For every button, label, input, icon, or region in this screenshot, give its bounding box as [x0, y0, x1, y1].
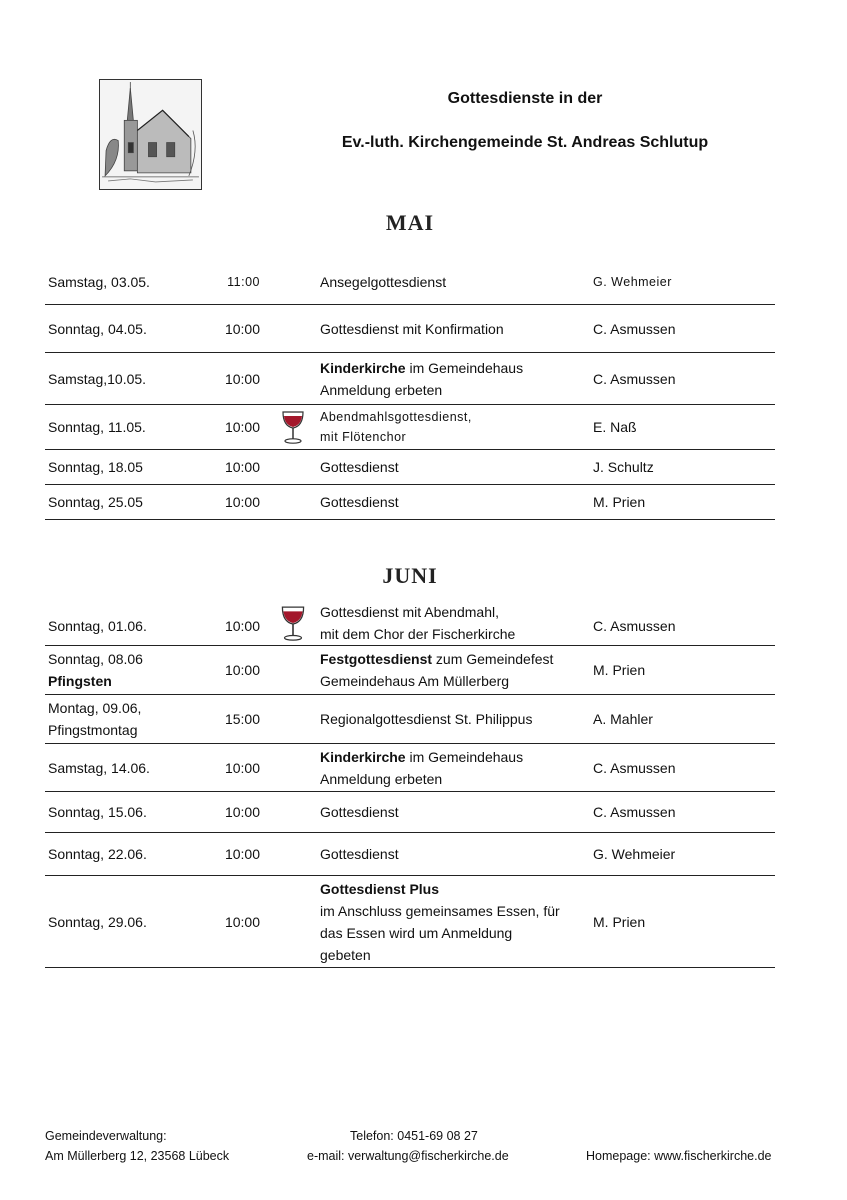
- pastor-cell: A. Mahler: [593, 711, 653, 727]
- table-row: [45, 485, 775, 520]
- pastor-cell: E. Naß: [593, 419, 637, 435]
- wine-glass-icon: [278, 405, 308, 449]
- service-note: gebeten: [320, 946, 371, 963]
- time-cell: 10:00: [224, 459, 260, 475]
- service-note: Anmeldung erbeten: [320, 381, 443, 398]
- date-cell: Samstag, 03.05.: [48, 274, 150, 290]
- pastor-cell: C. Asmussen: [593, 370, 676, 387]
- holiday-label: Pfingstmontag: [48, 722, 138, 738]
- service-note: im Anschluss gemeinsames Essen, für: [320, 902, 560, 919]
- time-cell: 10:00: [224, 662, 260, 678]
- service-description: [320, 357, 523, 379]
- date-cell: Sonntag, 08.06: [48, 651, 143, 667]
- table-row: [45, 876, 775, 968]
- table-row: [45, 833, 775, 876]
- service-description: Ansegelgottesdienst: [320, 274, 447, 290]
- service-note: Gemeindehaus Am Müllerberg: [320, 673, 510, 689]
- table-row: [45, 450, 775, 485]
- service-note: das Essen wird um Anmeldung: [320, 924, 513, 941]
- table-row: [45, 646, 775, 695]
- time-cell: 15:00: [224, 711, 260, 727]
- footer-email-link[interactable]: e-mail: verwaltung@fischerkirche.de: [307, 1149, 509, 1163]
- schedule-table-juni: [45, 600, 775, 968]
- pastor-cell: G. Wehmeier: [593, 846, 676, 862]
- table-row: [45, 260, 775, 305]
- time-cell: 10:00: [224, 320, 260, 337]
- service-note: Anmeldung erbeten: [320, 770, 443, 787]
- service-description: Gottesdienst: [320, 459, 399, 475]
- pastor-cell: M. Prien: [593, 662, 646, 678]
- holiday-label: Pfingsten: [48, 673, 112, 689]
- service-description-rest: zum Gemeindefest: [432, 651, 554, 667]
- service-description: Gottesdienst mit Konfirmation: [320, 320, 504, 337]
- footer-homepage-link[interactable]: Homepage: www.fischerkirche.de: [586, 1149, 772, 1163]
- service-highlight: Kinderkirche: [320, 359, 406, 376]
- pastor-cell: J. Schultz: [593, 459, 654, 475]
- table-row: [45, 305, 775, 353]
- pastor-cell: M. Prien: [593, 913, 646, 930]
- time-cell: 10:00: [224, 617, 260, 634]
- service-description: Gottesdienst: [320, 846, 399, 862]
- time-cell: 10:00: [224, 804, 260, 820]
- date-cell: Sonntag, 18.05: [48, 459, 143, 475]
- wine-glass-icon: [278, 600, 308, 645]
- date-cell: Samstag,10.05.: [48, 370, 147, 387]
- page-title: Gottesdienste in der: [447, 90, 603, 107]
- pastor-cell: C. Asmussen: [593, 320, 676, 337]
- pastor-cell: C. Asmussen: [593, 617, 676, 634]
- service-description: Abendmahlsgottesdienst,: [320, 410, 472, 424]
- footer-address: Am Müllerberg 12, 23568 Lübeck: [45, 1149, 230, 1163]
- service-description-rest: im Gemeindehaus: [405, 359, 524, 376]
- date-cell: Samstag, 14.06.: [48, 759, 150, 776]
- table-row: [45, 744, 775, 792]
- time-cell: 10:00: [224, 846, 260, 862]
- table-row: [45, 600, 775, 646]
- date-cell: Sonntag, 15.06.: [48, 804, 147, 820]
- service-note: mit dem Chor der Fischerkirche: [320, 625, 516, 642]
- table-row: [45, 353, 775, 405]
- table-row: [45, 695, 775, 744]
- pastor-cell: C. Asmussen: [593, 759, 676, 776]
- service-note: mit Flötenchor: [320, 430, 407, 444]
- date-cell: Sonntag, 11.05.: [48, 419, 146, 435]
- date-cell: Sonntag, 25.05: [48, 494, 143, 510]
- table-row: [45, 405, 775, 450]
- page-subtitle: Ev.-luth. Kirchengemeinde St. Andreas Schlutup: [341, 134, 709, 151]
- time-cell: 10:00: [224, 913, 260, 930]
- time-cell: 11:00: [227, 275, 260, 289]
- service-description: [320, 648, 553, 670]
- time-cell: 10:00: [224, 370, 260, 387]
- church-logo: [99, 79, 202, 190]
- service-highlight: Festgottesdienst: [320, 651, 433, 667]
- schedule-table-mai: [45, 260, 775, 520]
- time-cell: 10:00: [224, 419, 260, 435]
- service-highlight: Kinderkirche: [320, 748, 406, 765]
- table-row: [45, 792, 775, 833]
- pastor-cell: G. Wehmeier: [593, 275, 672, 289]
- service-description-rest: im Gemeindehaus: [405, 748, 524, 765]
- service-description: Gottesdienst: [320, 804, 399, 820]
- date-cell: Sonntag, 22.06.: [48, 846, 147, 862]
- date-cell: Montag, 09.06,: [48, 700, 142, 716]
- footer-admin-label: Gemeindeverwaltung:: [45, 1129, 167, 1143]
- service-highlight: Gottesdienst Plus: [320, 880, 440, 897]
- pastor-cell: M. Prien: [593, 494, 646, 510]
- month-heading-juni: JUNI: [382, 563, 438, 588]
- date-cell: Sonntag, 01.06.: [48, 617, 147, 634]
- service-description: Gottesdienst mit Abendmahl,: [320, 603, 499, 620]
- church-drawing-icon: [100, 80, 201, 189]
- service-description: Gottesdienst: [320, 494, 399, 510]
- date-cell: Sonntag, 04.05.: [48, 320, 147, 337]
- footer-phone: Telefon: 0451-69 08 27: [350, 1129, 478, 1143]
- pastor-cell: C. Asmussen: [593, 804, 676, 820]
- time-cell: 10:00: [224, 494, 260, 510]
- month-heading-mai: MAI: [385, 210, 435, 235]
- service-description: Regionalgottesdienst St. Philippus: [320, 711, 533, 727]
- time-cell: 10:00: [224, 759, 260, 776]
- service-description: [320, 746, 523, 768]
- date-cell: Sonntag, 29.06.: [48, 913, 147, 930]
